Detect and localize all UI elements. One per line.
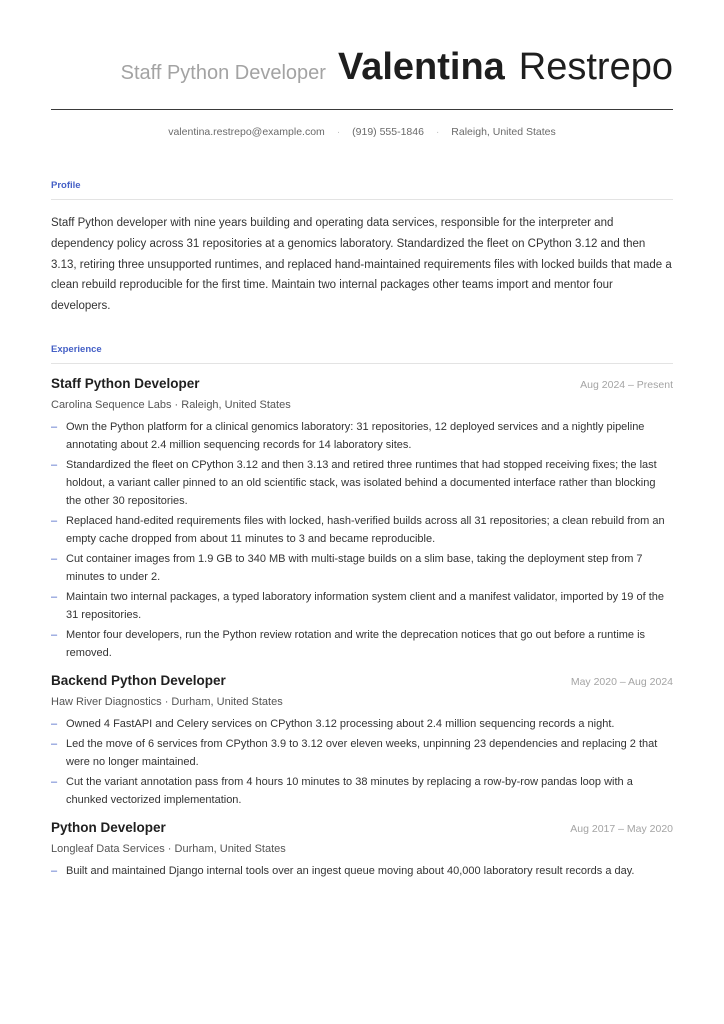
job-bullet-text: Own the Python platform for a clinical genomics laboratory: 31 repositories, 12 deployed services and a nightly pipeline annotating about 2.4 million sequencing records for 14 laboratory sites. [66,421,645,451]
job-bullet-text: Cut the variant annotation pass from 4 hours 10 minutes to 38 minutes by replacing a row-by-row pandas loop with a chunked vectorized implementation. [66,776,633,806]
contact-location: Raleigh, United States [451,126,556,138]
contact-info [51,126,673,138]
job-bullets [51,862,673,880]
contact-phone[interactable]: (919) 555-1846 [352,126,424,138]
job-bullet [51,456,673,510]
section-divider [51,363,673,364]
dash-bullet-icon: – [51,629,58,641]
job-bullet [51,418,673,454]
contact-separator: · [336,126,341,138]
job-bullet-text: Mentor four developers, run the Python review rotation and write the deprecation notices that go out before a runtime is removed. [66,629,646,659]
job-bullet-text: Cut container images from 1.9 GB to 340 MB with multi-stage builds on a slim base, taking the deployment step from 7 minutes to under 2. [66,553,643,583]
job-bullet-text: Owned 4 FastAPI and Celery services on CPython 3.12 processing about 2.4 million sequencing records a night. [66,718,615,730]
dash-bullet-icon: – [51,738,58,750]
dash-bullet-icon: – [51,776,58,788]
dash-bullet-icon: – [51,421,58,433]
dash-bullet-icon: – [51,718,58,730]
job-title: Python Developer [51,820,166,835]
job-bullet-text: Led the move of 6 services from CPython 3.9 to 3.12 over eleven weeks, unpinning 23 dependencies and replacing 2 that were no longer maintained. [66,738,658,768]
dash-bullet-icon: – [51,865,58,877]
job-bullet-text: Maintain two internal packages, a typed laboratory information system client and a manifest validator, imported by 19 of the 31 repositories. [66,591,664,621]
job-organization: Carolina Sequence Labs · Raleigh, United States [51,399,291,411]
job-header [51,673,673,693]
job-bullet [51,550,673,586]
contact-separator: · [435,126,440,138]
job-dates: Aug 2024 – Present [580,379,673,391]
job-bullet [51,512,673,548]
job-bullet [51,773,673,809]
header-divider [51,109,673,110]
last-name: Restrepo [518,46,673,88]
dash-bullet-icon: – [51,553,58,565]
job-title: Backend Python Developer [51,673,226,688]
job-bullet-text: Standardized the fleet on CPython 3.12 and then 3.13 and retired three runtimes that had stopped receiving fixes; the last holdout, a variant caller pinned to an old scientific stack, was isolated behind a documented interface rather than blocking the other 30 repositories. [66,459,657,507]
job-header [51,820,673,840]
job-bullet [51,862,673,880]
role-title: Staff Python Developer [120,62,326,84]
job-bullet-text: Built and maintained Django internal tools over an ingest queue moving about 40,000 laboratory result records a day. [66,865,635,877]
job-bullets [51,715,673,809]
job-bullet [51,715,673,733]
job-entry [51,673,673,809]
name-header [51,46,673,92]
job-header [51,376,673,396]
job-organization: Haw River Diagnostics · Durham, United States [51,696,283,708]
section-heading-experience: Experience [51,344,102,355]
job-bullets [51,418,673,662]
dash-bullet-icon: – [51,515,58,527]
job-entry [51,820,673,880]
job-bullet [51,588,673,624]
experience-list [51,376,673,891]
section-heading-profile: Profile [51,180,81,191]
job-organization: Longleaf Data Services · Durham, United States [51,843,286,855]
section-divider [51,199,673,200]
dash-bullet-icon: – [51,591,58,603]
first-name: Valentina [337,46,505,88]
job-bullet-text: Replaced hand-edited requirements files with locked, hash-verified builds across all 31 repositories; a clean rebuild from an empty cache dropped from about 11 minutes to 3 and became reproducible. [66,515,665,545]
job-bullet [51,735,673,771]
job-dates: May 2020 – Aug 2024 [570,676,673,688]
job-bullet [51,626,673,662]
contact-email[interactable]: valentina.restrepo@example.com [168,126,325,138]
job-entry [51,376,673,662]
profile-summary: Staff Python developer with nine years building and operating data services, responsible for the interpreter and dependency policy across 31 repositories at a genomics laboratory. Standardized the fleet on CPython 3.12 and then 3.13, retiring three unsupported runtimes, and replaced hand-maintained requirements files with locked builds that made a clean rebuild reproducible for the first time. Maintain two internal packages other teams import and mentor four developers. [51,217,672,313]
job-title: Staff Python Developer [51,376,200,391]
dash-bullet-icon: – [51,459,58,471]
job-dates: Aug 2017 – May 2020 [570,823,673,835]
